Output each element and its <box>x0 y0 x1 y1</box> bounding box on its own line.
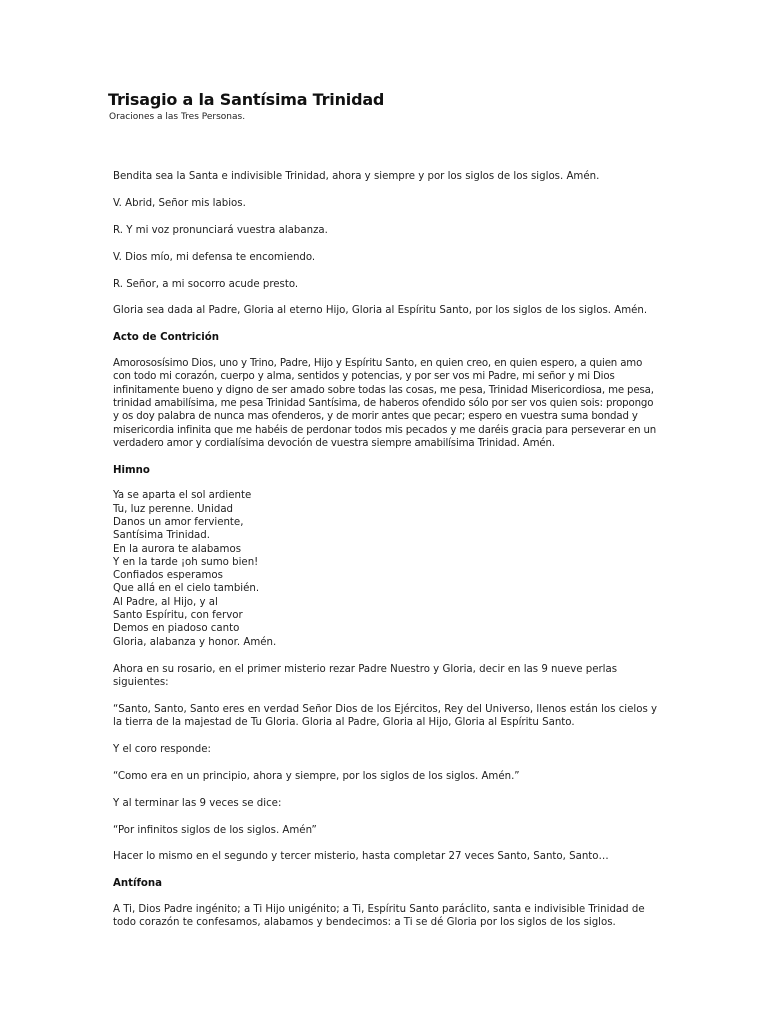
page-subtitle: Oraciones a las Tres Personas. <box>109 112 246 122</box>
rosario-paragraph: Ahora en su rosario, en el primer misterio rezar Padre Nuestro y Gloria, decir en las 9 nueve perlas siguientes: <box>113 663 618 688</box>
rosario-paragraph: Y al terminar las 9 veces se dice: <box>113 797 282 809</box>
himno-verses <box>113 489 659 649</box>
hymn-line: Que allá en el cielo también. <box>113 583 260 595</box>
antifona-heading: Antífona <box>113 878 163 890</box>
rosario-paragraph: Y el coro responde: <box>113 743 211 755</box>
antifona-paragraph: A Ti, Dios Padre ingénito; a Ti Hijo unigénito; a Ti, Espíritu Santo paráclito, santa e indivisible Trinidad de todo corazón te confesamos, alabamos y bendecimos: a Ti se dé Gloria por los siglos de los siglos. <box>113 904 645 929</box>
hymn-line: Al Padre, al Hijo, y al <box>113 596 218 608</box>
hymn-line: Gloria, alabanza y honor. Amén. <box>113 636 277 648</box>
hymn-line: Demos en piadoso canto <box>113 623 240 635</box>
contricion-heading: Acto de Contrición <box>113 332 219 344</box>
hymn-line: Danos un amor ferviente, <box>113 516 244 528</box>
hymn-line: Santo Espíritu, con fervor <box>113 610 243 622</box>
hymn-line: Santísima Trinidad. <box>113 530 210 542</box>
hymn-line: En la aurora te alabamos <box>113 543 242 555</box>
rosario-paragraph: “Santo, Santo, Santo eres en verdad Señor Dios de los Ejércitos, Rey del Universo, llenos están los cielos y la tierra de la majestad de Tu Gloria. Gloria al Padre, Gloria al Hijo, Gloria al Espíritu Santo. <box>113 703 658 729</box>
page-title: Trisagio a la Santísima Trinidad <box>108 90 385 109</box>
versicle: V. Dios mío, mi defensa te encomiendo. <box>113 251 316 263</box>
hymn-line: Confiados esperamos <box>113 570 223 582</box>
contricion-paragraph: Amorososísimo Dios, uno y Trino, Padre, Hijo y Espíritu Santo, en quien creo, en quien espero, a quien amo con todo mi corazón, cuerpo y alma, sentidos y potencias, y por ser vos mi Padre, mi señor y mi Dios infinitamente bueno y digno de ser amado sobre todas las cosas, me pesa, Trinidad Misericordiosa, me pesa, trinidad amabilísima, me pesa Trinidad Santísima, de haberos ofendido sólo por ser vos quien sois: propongo y os doy palabra de nunca mas ofenderos, y de morir antes que pecar; espero en vuestra suma bondad y misericordia infinita que me habéis de perdonar todos mis pecados y me daréis gracia para perseverar en un verdadero amor y cordialísima devoción de vuestra siempre amabilísima Trinidad. Amén. <box>113 358 657 449</box>
rosario-paragraph: Hacer lo mismo en el segundo y tercer misterio, hasta completar 27 veces Santo, Santo, Santo… <box>113 851 609 863</box>
rosario-paragraph: “Como era en un principio, ahora y siempre, por los siglos de los siglos. Amén.” <box>113 770 520 782</box>
versicle: R. Señor, a mi socorro acude presto. <box>113 278 299 290</box>
hymn-line: Ya se aparta el sol ardiente <box>113 490 252 502</box>
himno-heading: Himno <box>113 464 150 476</box>
versicle: R. Y mi voz pronunciará vuestra alabanza. <box>113 224 328 236</box>
versicle: V. Abrid, Señor mis labios. <box>113 197 246 209</box>
hymn-line: Tu, luz perenne. Unidad <box>113 503 234 515</box>
gloria-paragraph: Gloria sea dada al Padre, Gloria al eterno Hijo, Gloria al Espíritu Santo, por los siglos de los siglos. Amén. <box>113 305 648 317</box>
rosario-paragraph: “Por infinitos siglos de los siglos. Amén” <box>113 824 317 836</box>
hymn-line: Y en la tarde ¡oh sumo bien! <box>113 556 259 568</box>
opening-paragraph: Bendita sea la Santa e indivisible Trinidad, ahora y siempre y por los siglos de los siglos. Amén. <box>113 171 600 182</box>
document-body <box>113 170 659 943</box>
